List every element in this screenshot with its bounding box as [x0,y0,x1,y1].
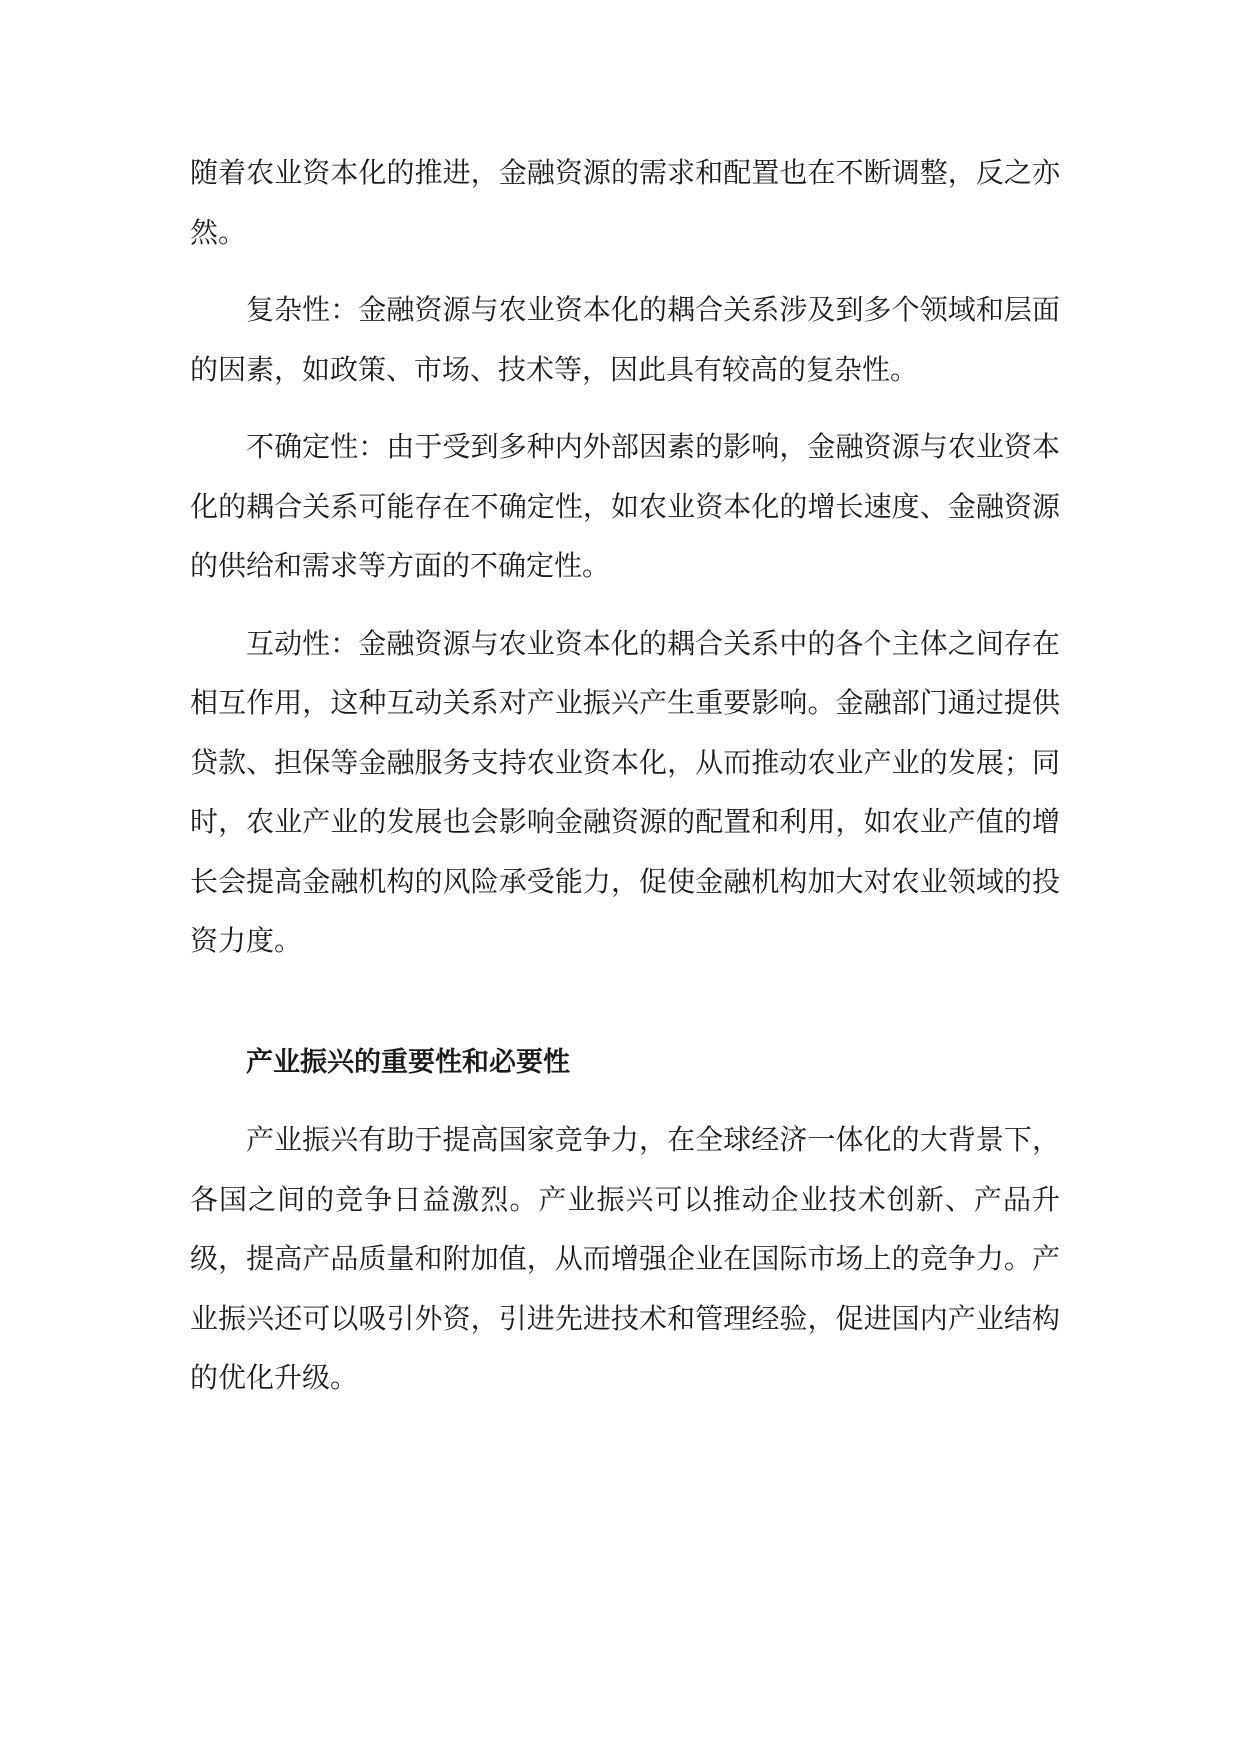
paragraph-complexity: 复杂性：金融资源与农业资本化的耦合关系涉及到多个领域和层面的因素，如政策、市场、技术等，因此具有较高的复杂性。 [190,293,1060,386]
section-heading: 产业振兴的重要性和必要性 [246,1046,570,1078]
paragraph-intro: 随着农业资本化的推进，金融资源的需求和配置也在不断调整，反之亦然。 [190,156,1060,249]
paragraph-uncertainty: 不确定性：由于受到多种内外部因素的影响，金融资源与农业资本化的耦合关系可能存在不确定性，如农业资本化的增长速度、金融资源的供给和需求等方面的不确定性。 [190,430,1060,582]
paragraph-interactivity: 互动性：金融资源与农业资本化的耦合关系中的各个主体之间存在相互作用，这种互动关系对产业振兴产生重要影响。金融部门通过提供贷款、担保等金融服务支持农业资本化，从而推动农业产业的发展；同时，农业产业的发展也会影响金融资源的配置和利用，如农业产值的增长会提高金融机构的风险承受能力，促使金融机构加大对农业领域的投资力度。 [190,626,1060,957]
paragraph-industry-revival: 产业振兴有助于提高国家竞争力，在全球经济一体化的大背景下，各国之间的竞争日益激烈。产业振兴可以推动企业技术创新、产品升级，提高产品质量和附加值，从而增强企业在国际市场上的竞争力。产业振兴还可以吸引外资，引进先进技术和管理经验，促进国内产业结构的优化升级。 [190,1123,1060,1394]
document-page [190,0,1060,1408]
